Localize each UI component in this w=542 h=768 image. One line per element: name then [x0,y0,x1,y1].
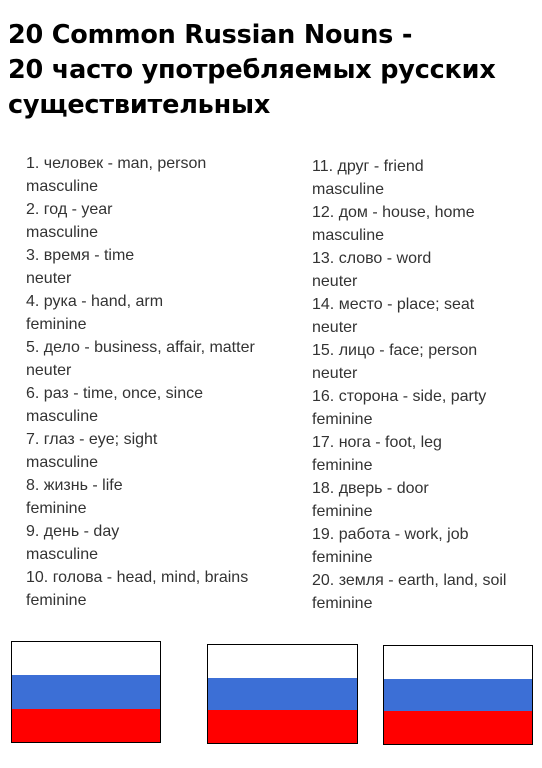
noun-entry: 18. дверь - door [312,480,429,497]
noun-entry: 14. место - place; seat [312,296,475,313]
noun-entry: 20. земля - earth, land, soil [312,572,507,589]
noun-gender: neuter [26,270,72,287]
flag-stripe-white [384,646,532,679]
flag-stripe-blue [208,678,357,711]
flag-stripe-blue [384,679,532,712]
noun-item [312,201,540,247]
noun-item [26,382,306,428]
noun-gender: feminine [312,503,373,520]
flag-stripe-blue [12,675,160,708]
noun-gender: masculine [312,181,385,198]
noun-item [26,566,306,612]
noun-entry: 16. сторона - side, party [312,388,487,405]
title-line-english: 20 Common Russian Nouns - [8,20,413,50]
noun-item [312,523,540,569]
flag-stripe-red [384,711,532,744]
noun-gender: feminine [312,549,373,566]
noun-entry: 2. год - year [26,201,113,218]
noun-gender: neuter [312,365,358,382]
noun-entry: 3. время - time [26,247,135,264]
noun-gender: masculine [26,224,99,241]
russian-flag-icon [383,645,533,745]
noun-item [26,290,306,336]
noun-item [26,474,306,520]
noun-item [312,431,540,477]
noun-gender: feminine [26,316,87,333]
title-line-russian: 20 часто употребляемых русских [8,55,496,85]
flag-stripe-red [208,710,357,743]
noun-gender: feminine [26,592,87,609]
flag-stripe-red [12,709,160,742]
noun-item [26,152,306,198]
noun-entry: 9. день - day [26,523,120,540]
noun-gender: feminine [312,457,373,474]
russian-flag-icon [11,641,161,743]
noun-entry: 17. нога - foot, leg [312,434,442,451]
russian-flag-icon [207,644,358,744]
flag-stripe-white [12,642,160,675]
noun-entry: 6. раз - time, once, since [26,385,204,402]
noun-gender: feminine [26,500,87,517]
noun-item [312,247,540,293]
flag-stripe-white [208,645,357,678]
noun-entry: 4. рука - hand, arm [26,293,164,310]
noun-list-left [26,152,306,612]
noun-entry: 1. человек - man, person [26,155,207,172]
noun-item [312,293,540,339]
noun-entry: 5. дело - business, affair, matter [26,339,255,356]
noun-gender: feminine [312,411,373,428]
noun-item [312,569,540,615]
noun-gender: neuter [312,319,358,336]
noun-entry: 19. работа - work, job [312,526,469,543]
noun-item [26,244,306,290]
noun-gender: masculine [26,454,99,471]
noun-item [312,339,540,385]
noun-gender: masculine [26,178,99,195]
noun-gender: feminine [312,595,373,612]
noun-entry: 11. друг - friend [312,158,424,175]
noun-gender: neuter [26,362,72,379]
noun-entry: 7. глаз - eye; sight [26,431,158,448]
noun-entry: 15. лицо - face; person [312,342,478,359]
noun-gender: masculine [312,227,385,244]
noun-entry: 13. слово - word [312,250,432,267]
noun-list-right [312,155,540,615]
noun-gender: masculine [26,408,99,425]
noun-item [312,477,540,523]
noun-gender: neuter [312,273,358,290]
noun-entry: 10. голова - head, mind, brains [26,569,249,586]
noun-gender: masculine [26,546,99,563]
noun-item [26,520,306,566]
noun-item [312,155,540,201]
page-title [8,18,538,123]
noun-item [26,198,306,244]
noun-item [26,336,306,382]
noun-item [312,385,540,431]
title-line-russian-2: существительных [8,90,271,120]
noun-item [26,428,306,474]
noun-entry: 12. дом - house, home [312,204,475,221]
noun-entry: 8. жизнь - life [26,477,123,494]
